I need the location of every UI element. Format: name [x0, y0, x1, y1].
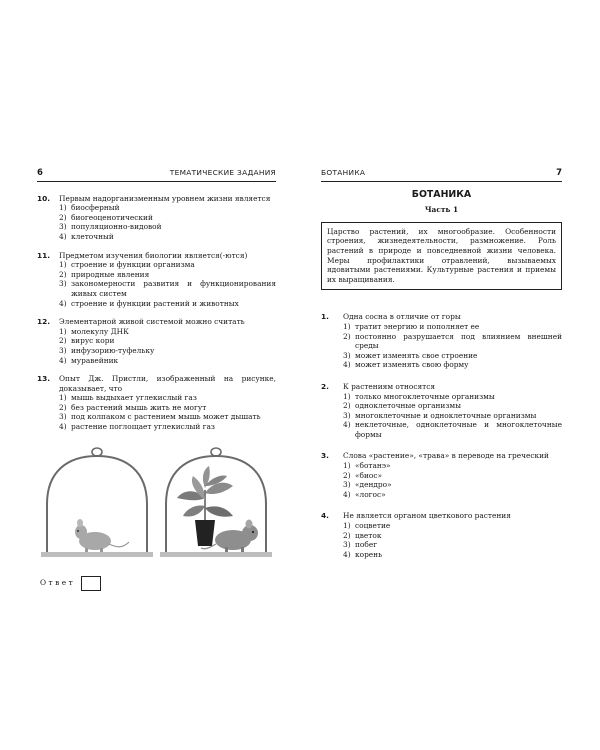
option	[59, 336, 276, 346]
option-text: молекулу ДНК	[71, 326, 129, 336]
answer-field	[40, 576, 276, 591]
option	[59, 279, 276, 298]
option-text: корень	[355, 549, 383, 559]
option-number: 4)	[343, 360, 351, 370]
option-number: 4)	[343, 489, 351, 499]
question-number: 3.	[321, 451, 329, 461]
question-number: 1.	[321, 312, 329, 322]
right-running-header	[321, 168, 562, 182]
option-number: 1)	[343, 321, 351, 331]
option	[343, 392, 562, 402]
option-number: 1)	[59, 326, 67, 336]
option-number: 1)	[343, 391, 351, 401]
option-number: 3)	[59, 222, 67, 232]
option	[59, 270, 276, 280]
question-text: Первым надорганизменным уровнем жизни является	[59, 193, 271, 203]
bell-jar-plant-mouse-icon	[160, 448, 272, 557]
question-text: Одна сосна в отличие от горы	[343, 312, 461, 322]
option-number: 1)	[59, 203, 67, 213]
option-text: популяционно-видовой	[71, 222, 162, 232]
option-text: вирус кори	[71, 336, 115, 346]
option-text: муравейник	[71, 355, 119, 365]
option-number: 2)	[59, 212, 67, 222]
question-number: 2.	[321, 381, 329, 391]
question-3	[321, 451, 562, 499]
option-number: 2)	[59, 402, 67, 412]
option	[59, 356, 276, 366]
option	[59, 403, 276, 413]
question-number: 10.	[37, 193, 51, 203]
option-number: 4)	[343, 420, 351, 430]
option-text: цветок	[355, 530, 382, 540]
option-text: одноклеточные организмы	[355, 401, 461, 411]
option	[59, 422, 276, 432]
part-title: Часть 1	[424, 205, 459, 215]
option	[343, 401, 562, 411]
option-text: строение и функции организма	[71, 260, 195, 270]
option	[343, 521, 562, 531]
option	[59, 393, 276, 403]
option-text: без растений мышь жить не могут	[71, 402, 207, 412]
question-number: 13.	[37, 374, 51, 384]
option-number: 2)	[59, 336, 67, 346]
option-number: 1)	[59, 260, 67, 270]
option-text: неклеточные, одноклеточные и многоклеточные формы	[355, 420, 562, 439]
answer-label: Ответ	[40, 578, 76, 588]
question-4	[321, 511, 562, 559]
option-text: может изменять свое строение	[355, 350, 478, 360]
option-number: 4)	[59, 355, 67, 365]
option-text: биогеоценотический	[71, 212, 153, 222]
option-text: природные явления	[71, 269, 150, 279]
question-number: 12.	[37, 317, 51, 327]
bell-jar-mouse-icon	[41, 448, 153, 557]
option-text: тратит энергию и пополняет ее	[355, 321, 480, 331]
option-number: 2)	[343, 530, 351, 540]
option-text: может изменять свою форму	[355, 360, 469, 370]
option-number: 1)	[343, 461, 351, 471]
question-1	[321, 312, 562, 370]
question-11	[37, 251, 276, 309]
question-text: К растениям относятся	[343, 381, 436, 391]
option-number: 3)	[343, 480, 351, 490]
option-number: 2)	[59, 269, 67, 279]
option	[343, 420, 562, 439]
section-title: БОТАНИКА	[411, 188, 472, 200]
option-text: под колпаком с растением мышь может дышать	[71, 412, 261, 422]
option	[343, 540, 562, 550]
option-number: 4)	[343, 549, 351, 559]
question-number: 4.	[321, 511, 329, 521]
option-number: 2)	[343, 331, 351, 341]
option	[59, 327, 276, 337]
option	[59, 213, 276, 223]
option-text: закономерности развития и функционирования живых систем	[71, 279, 276, 298]
right-page-number: 7	[556, 168, 562, 178]
option-text: многоклеточные и одноклеточные организмы	[355, 410, 537, 420]
question-text: Элементарной живой системой можно считать	[59, 317, 245, 327]
option	[343, 471, 562, 481]
option	[59, 299, 276, 309]
syllabus-box: Царство растений, их многообразие. Особенности строения, жизнедеятельности, размножение. Роль растений в природе и повседневной жизни человека. Меры профилактики отравлений, вызываемых ядовитыми растениями. Культурные растения и приемы их выращивания.	[321, 222, 562, 291]
answer-box[interactable]	[81, 576, 101, 591]
option-text: побег	[355, 540, 378, 550]
option-number: 2)	[343, 470, 351, 480]
left-page-number: 6	[37, 168, 43, 178]
option-text: постоянно разрушается под влиянием внешней среды	[355, 331, 562, 351]
right-page	[321, 168, 562, 571]
question-text: Предметом изучения биологии является(-ются)	[59, 250, 248, 260]
question-10	[37, 194, 276, 242]
option-number: 3)	[343, 540, 351, 550]
option	[59, 346, 276, 356]
left-running-header	[37, 168, 276, 182]
option-number: 3)	[343, 410, 351, 420]
option	[343, 490, 562, 500]
option	[343, 332, 562, 351]
option	[59, 232, 276, 242]
option	[343, 480, 562, 490]
option-number: 3)	[343, 350, 351, 360]
option-text: биосферный	[71, 203, 120, 213]
option-number: 1)	[59, 393, 67, 403]
option-text: «дендро»	[355, 480, 392, 490]
option-text: мышь выдыхает углекислый газ	[71, 393, 197, 403]
option-number: 3)	[59, 412, 67, 422]
question-text: Опыт Дж. Пристли, изображенный на рисунке, доказывает, что	[59, 374, 276, 393]
option	[59, 203, 276, 213]
option-text: растение поглощает углекислый газ	[71, 422, 215, 432]
option-number: 3)	[59, 279, 67, 289]
option-text: «логос»	[355, 489, 386, 499]
question-text: Не является органом цветкового растения	[343, 511, 511, 521]
question-13	[37, 374, 276, 432]
option	[343, 351, 562, 361]
left-running-title: ТЕМАТИЧЕСКИЕ ЗАДАНИЯ	[169, 168, 276, 177]
option-text: «ботанэ»	[355, 461, 391, 471]
option	[59, 222, 276, 232]
option	[59, 260, 276, 270]
option-text: клеточный	[71, 231, 114, 241]
option	[343, 322, 562, 332]
question-number: 11.	[37, 250, 51, 260]
question-12	[37, 317, 276, 365]
option-number: 4)	[59, 422, 67, 432]
right-running-title: БОТАНИКА	[321, 168, 366, 177]
option-number: 1)	[343, 521, 351, 531]
option	[343, 550, 562, 560]
option-number: 3)	[59, 345, 67, 355]
option-text: «биос»	[355, 470, 383, 480]
option	[343, 360, 562, 370]
question-2	[321, 382, 562, 440]
option-text: строение и функции растений и животных	[71, 298, 239, 308]
option	[343, 411, 562, 421]
mouse-icon	[75, 519, 129, 552]
option-text: только многоклеточные организмы	[355, 391, 495, 401]
left-page	[37, 168, 276, 591]
option	[343, 461, 562, 471]
option-number: 2)	[343, 401, 351, 411]
option-text: инфузорию-туфельку	[71, 345, 155, 355]
option	[343, 531, 562, 541]
option-number: 4)	[59, 298, 67, 308]
option-text: соцветие	[355, 521, 391, 531]
question-text: Слова «растение», «трава» в переводе на греческий	[343, 451, 549, 461]
priestley-illustration	[37, 438, 276, 566]
option	[59, 412, 276, 422]
option-number: 4)	[59, 231, 67, 241]
